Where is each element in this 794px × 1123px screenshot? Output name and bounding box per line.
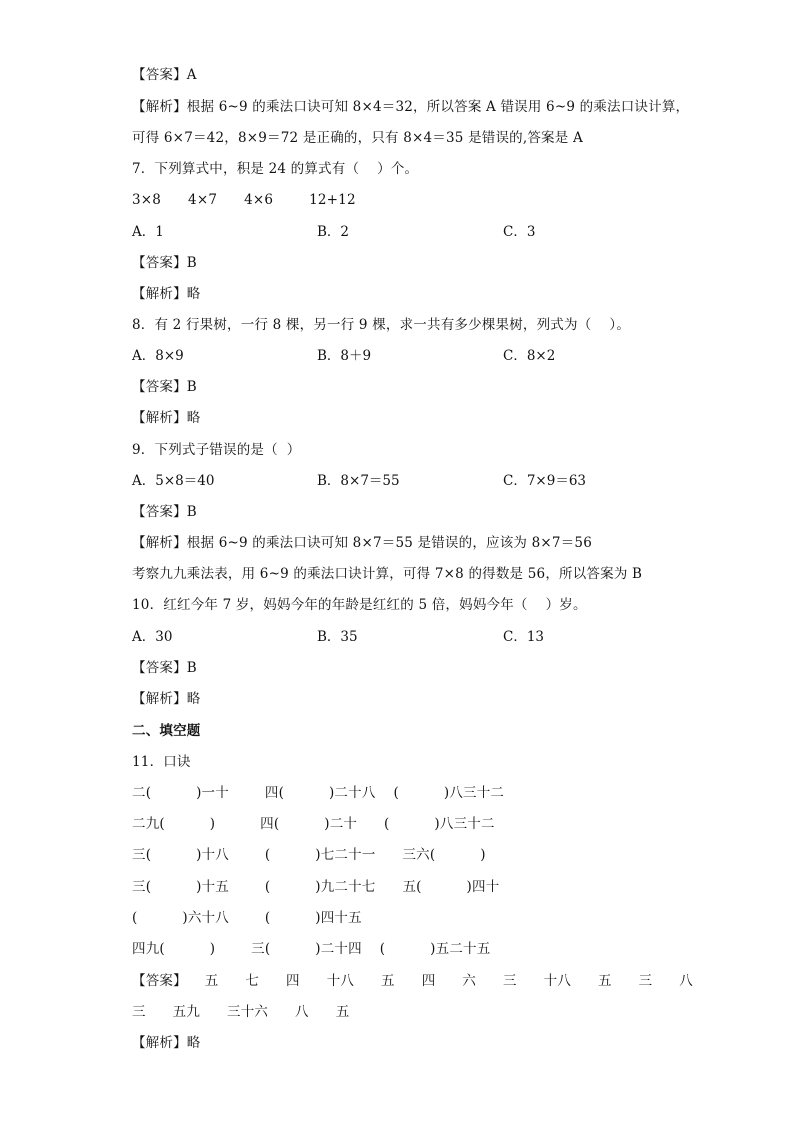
question-7: 7．下列算式中，积是 24 的算式有（ ）个。 (132, 161, 419, 177)
koujue-row-2: 二九( ) 四( )二十 ( )八三十二 (132, 816, 495, 832)
question-11-answer: 【答案】 五 七 四 十八 五 四 六 三 十八 五 三 八 (132, 973, 693, 989)
koujue-row-5: ( )六十八 ( )四十五 (132, 910, 362, 926)
question-7-expressions: 3×8 4×7 4×6 12+12 (132, 192, 356, 208)
question-8-answer: 【答案】B (132, 379, 197, 395)
analysis-line: 【解析】根据 6~9 的乘法口诀可知 8×4＝32，所以答案 A 错误用 6~9 的乘法口诀计算， (132, 99, 690, 115)
koujue-row-3: 三( )十八 ( )七二十一 三六( ) (132, 847, 486, 863)
option-c: C．3 (503, 224, 536, 240)
question-8-options (132, 347, 692, 365)
option-b: B．8×7＝55 (317, 473, 400, 489)
option-c: C．13 (503, 629, 545, 645)
question-9-options (132, 472, 692, 490)
question-9-answer: 【答案】B (132, 504, 197, 520)
option-a: A．1 (132, 224, 164, 240)
option-b: B．8＋9 (317, 348, 372, 364)
answer-line: 【答案】A (132, 67, 197, 83)
question-7-options (132, 223, 692, 241)
question-9: 9．下列式子错误的是（ ） (132, 442, 301, 458)
option-a: A．8×9 (132, 348, 184, 364)
question-9-analysis: 【解析】根据 6~9 的乘法口诀可知 8×7＝55 是错误的，应该为 8×7＝56 (132, 535, 592, 551)
question-10: 10．红红今年 7 岁，妈妈今年的年龄是红红的 5 倍，妈妈今年（ ）岁。 (132, 597, 587, 613)
question-9-analysis-cont: 考察九九乘法表，用 6~9 的乘法口诀计算，可得 7×8 的得数是 56，所以答案为 B (132, 566, 643, 582)
analysis-line-cont: 可得 6×7＝42，8×9＝72 是正确的，只有 8×4＝35 是错误的,答案是 A (132, 130, 583, 146)
question-8-analysis: 【解析】略 (132, 410, 201, 426)
option-b: B．35 (317, 629, 358, 645)
option-c: C．8×2 (503, 348, 556, 364)
question-7-answer: 【答案】B (132, 255, 197, 271)
question-7-analysis: 【解析】略 (132, 286, 201, 302)
question-8: 8．有 2 行果树，一行 8 棵，另一行 9 棵，求一共有多少棵果树，列式为（ ）。 (132, 317, 631, 333)
koujue-row-4: 三( )十五 ( )九二十七 五( )四十 (132, 879, 500, 895)
koujue-row-6: 四九( ) 三( )二十四 ( )五二十五 (132, 941, 491, 957)
question-10-analysis: 【解析】略 (132, 691, 201, 707)
question-11-analysis: 【解析】略 (132, 1035, 201, 1051)
question-10-options (132, 628, 692, 646)
koujue-row-1: 二( )一十 四( )二十八 ( )八三十二 (132, 785, 505, 801)
option-a: A．30 (132, 629, 173, 645)
question-11-answer-cont: 三 五九 三十六 八 五 (132, 1004, 350, 1020)
question-10-answer: 【答案】B (132, 660, 197, 676)
option-c: C．7×9＝63 (503, 473, 586, 489)
question-11: 11．口诀 (132, 754, 191, 770)
option-a: A．5×8＝40 (132, 473, 215, 489)
section-heading: 二、填空题 (132, 723, 201, 739)
option-b: B．2 (317, 224, 350, 240)
